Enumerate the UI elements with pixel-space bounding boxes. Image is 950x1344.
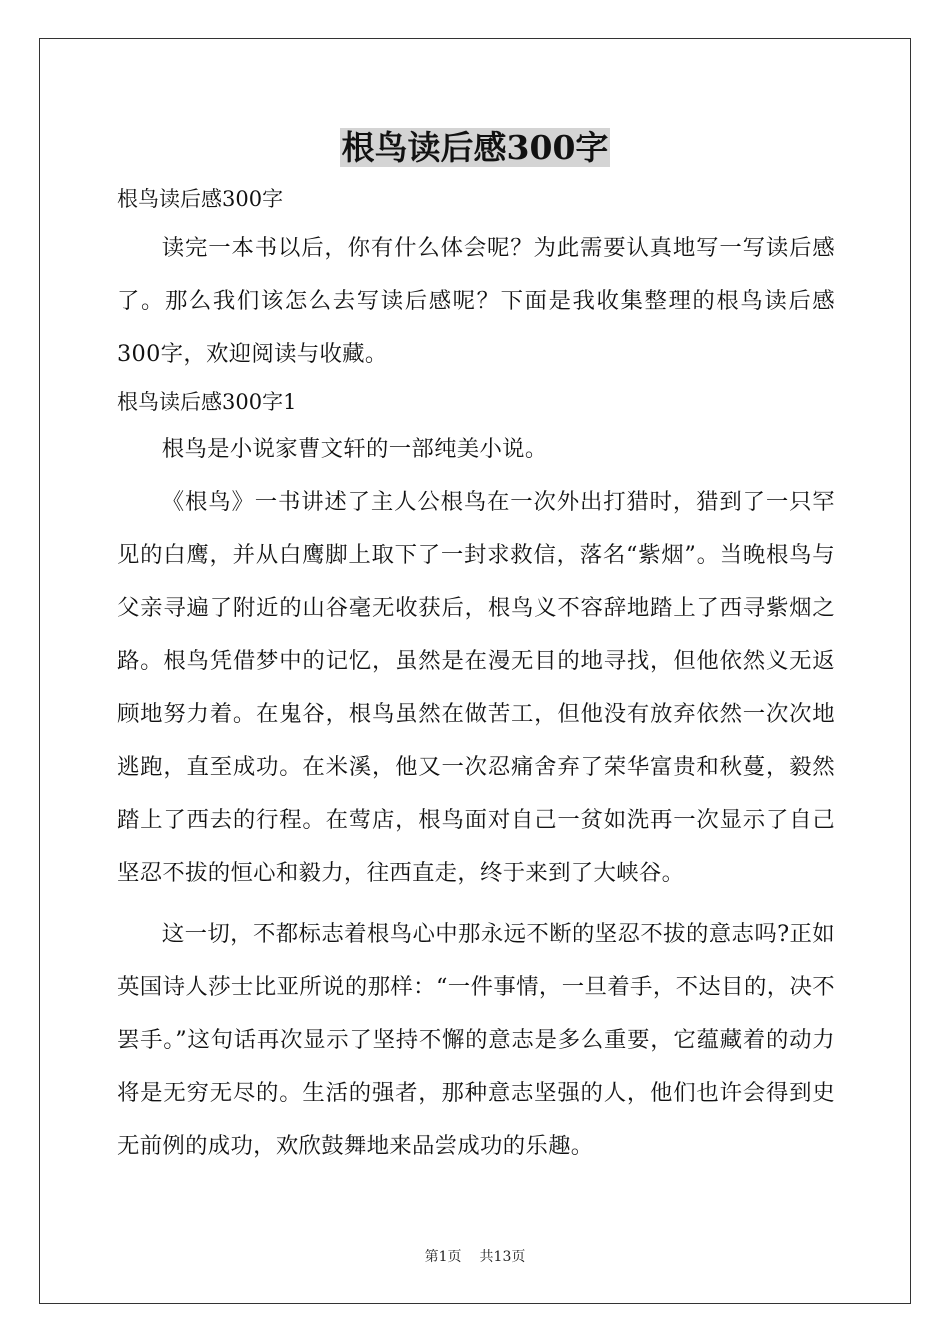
document-body xyxy=(117,178,835,1173)
document-title xyxy=(0,122,950,174)
body-paragraph: 这一切，不都标志着根鸟心中那永远不断的坚忍不拔的意志吗?正如英国诗人莎士比亚所说的那样：“一件事情，一旦着手，不达目的，决不罢手。”这句话再次显示了坚持不懈的意志是多么重要，它蕴藏着的动力将是无穷无尽的。生活的强者，那种意志坚强的人，他们也许会得到史无前例的成功，欢欣鼓舞地来品尝成功的乐趣。 xyxy=(117,921,835,1159)
page-footer xyxy=(0,1246,950,1266)
body-paragraph: 根鸟是小说家曹文轩的一部纯美小说。 xyxy=(161,436,548,462)
section-title: 根鸟读后感300字1 xyxy=(117,390,297,414)
page-total: 共13页 xyxy=(479,1249,526,1265)
document-subtitle: 根鸟读后感300字 xyxy=(117,187,284,211)
document-title-text: 根鸟读后感300字 xyxy=(341,128,609,167)
intro-paragraph: 读完一本书以后，你有什么体会呢？为此需要认真地写一写读后感了。那么我们该怎么去写读后感呢？下面是我收集整理的根鸟读后感300字，欢迎阅读与收藏。 xyxy=(117,235,835,367)
body-paragraph: 《根鸟》一书讲述了主人公根鸟在一次外出打猎时，猎到了一只罕见的白鹰，并从白鹰脚上取下了一封求救信，落名“紫烟”。当晚根鸟与父亲寻遍了附近的山谷毫无收获后，根鸟义不容辞地踏上了西寻紫烟之路。根鸟凭借梦中的记忆，虽然是在漫无目的地寻找，但他依然义无返顾地努力着。在鬼谷，根鸟虽然在做苦工，但他没有放弃依然一次次地逃跑，直至成功。在米溪，他又一次忍痛舍弃了荣华富贵和秋蔓，毅然踏上了西去的行程。在莺店，根鸟面对自己一贫如洗再一次显示了自己坚忍不拔的恒心和毅力，往西直走，终于来到了大峡谷。 xyxy=(117,489,835,886)
page-number: 第1页 xyxy=(424,1249,462,1265)
